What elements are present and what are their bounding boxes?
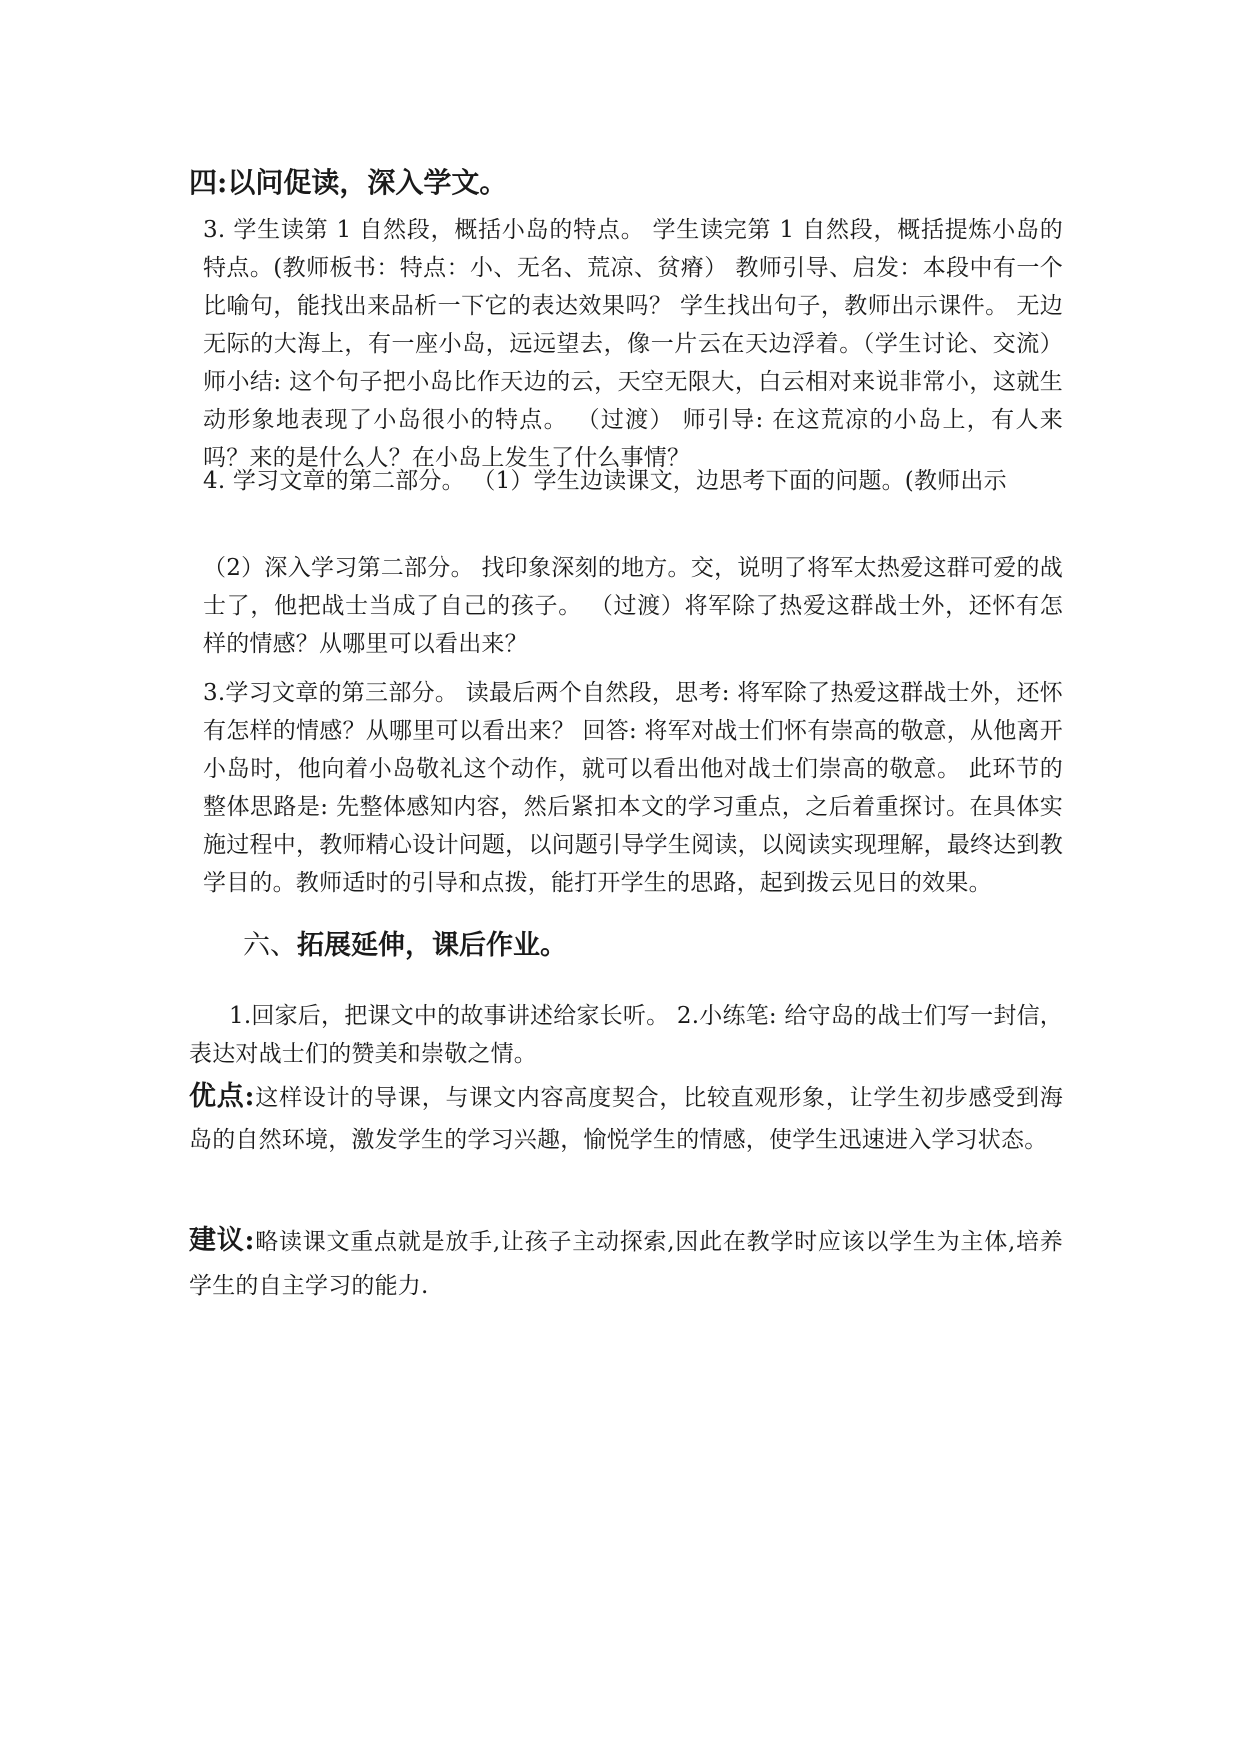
paragraph-part-three: 3.学习文章的第三部分。 读最后两个自然段，思考: 将军除了热爱这群战士外，还怀有怎样的情感？从哪里可以看出来？ 回答: 将军对战士们怀有崇高的敬意，从他离开小岛时，他向着小岛敬礼这个动作，就可以看出他对战士们崇高的敬意。 此环节的整体思路是: 先整体感知内容，然后紧扣本文的学习重点，之后着重探讨。在具体实施过程中，教师精心设计问题，以问题引导学生阅读，以阅读实现理解，最终达到教学目的。教师适时的引导和点拨，能打开学生的思路，起到拨云见日的效果。	[203, 680, 1063, 896]
paragraph-part-two: 4. 学习文章的第二部分。 （1）学生边读课文，边思考下面的问题。(教师出示	[203, 468, 1007, 494]
advantage-text: 这样设计的导课，与课文内容高度契合，比较直观形象，让学生初步感受到海岛的自然环境，激发学生的学习兴趣，愉悦学生的情感，使学生迅速进入学习状态。	[189, 1085, 1063, 1153]
advantage-paragraph	[189, 1076, 1063, 1161]
heading-six-prefix: 六、	[243, 930, 297, 961]
section-heading-four: 四:以问促读，深入学文。	[189, 166, 508, 199]
heading-six-title: 拓展延伸，课后作业。	[297, 930, 567, 961]
section-heading-six	[243, 926, 567, 966]
suggestion-label: 建议:	[189, 1225, 255, 1256]
paragraph-part-two-deep: （2）深入学习第二部分。 找印象深刻的地方。交，说明了将军太热爱这群可爱的战士了，他把战士当成了自己的孩子。 （过渡）将军除了热爱这群战士外，还怀有怎样的情感？从哪里可以看出来？	[203, 555, 1063, 657]
suggestion-text: 略读课文重点就是放手,让孩子主动探索,因此在教学时应该以学生为主体,培养学生的自主学习的能力.	[189, 1229, 1063, 1299]
paragraph-part-one: 3. 学生读第 1 自然段，概括小岛的特点。 学生读完第 1 自然段，概括提炼小岛的特点。(教师板书：特点：小、无名、荒凉、贫瘠） 教师引导、启发：本段中有一个比喻句，能找出来品析一下它的表达效果吗？ 学生找出句子，教师出示课件。 无边无际的大海上，有一座小岛，远远望去，像一片云在天边浮着。（学生讨论、交流） 师小结: 这个句子把小岛比作天边的云，天空无限大，白云相对来说非常小，这就生动形象地表现了小岛很小的特点。 （过渡） 师引导: 在这荒凉的小岛上，有人来吗？来的是什么人？在小岛上发生了什么事情？	[203, 217, 1063, 471]
suggestion-paragraph	[189, 1219, 1063, 1308]
advantage-label: 优点:	[189, 1081, 255, 1112]
homework-paragraph: 1.回家后，把课文中的故事讲述给家长听。 2.小练笔: 给守岛的战士们写一封信，表达对战士们的赞美和崇敬之情。	[189, 1003, 1063, 1067]
